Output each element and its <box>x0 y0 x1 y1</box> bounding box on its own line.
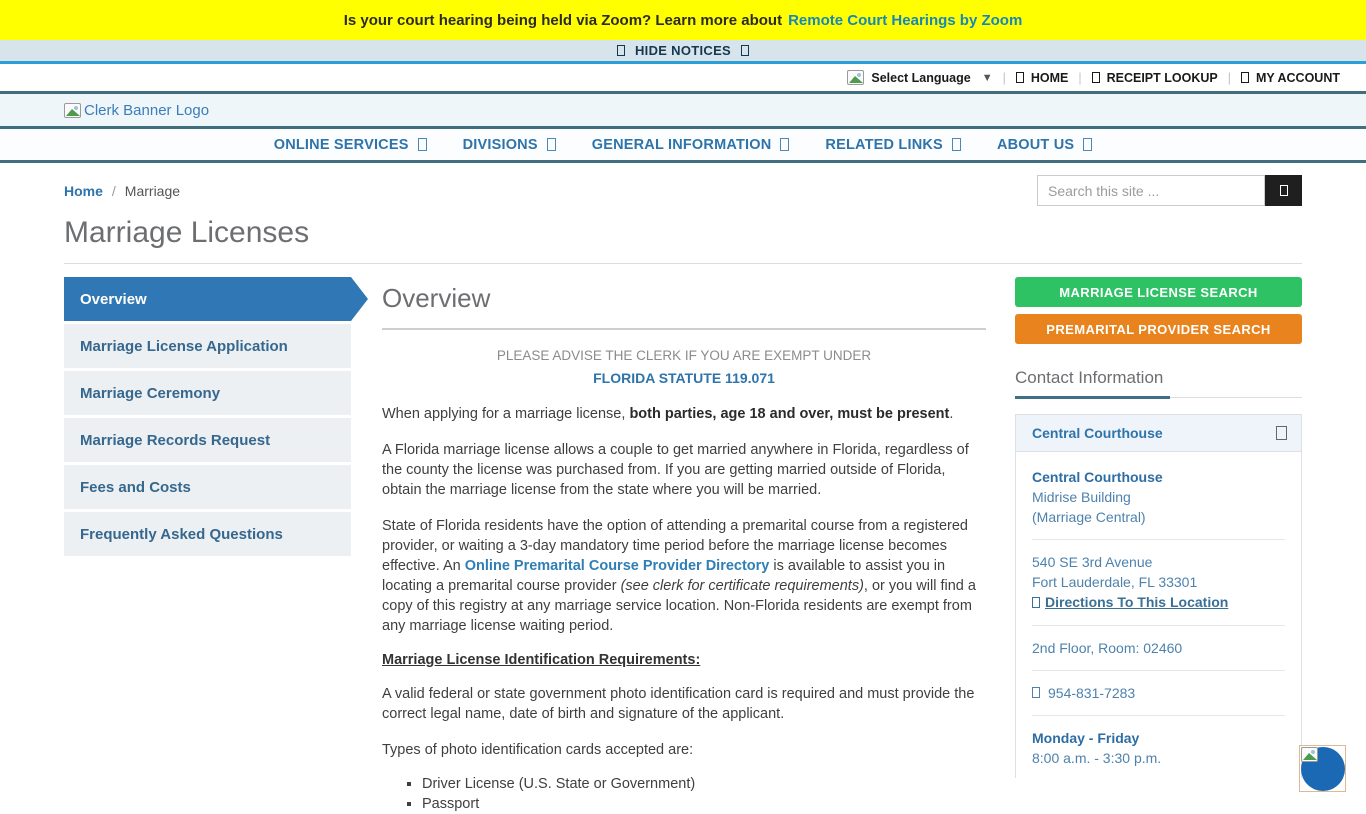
paragraph-text: When applying for a marriage license, <box>382 406 630 422</box>
search-icon <box>1280 185 1288 196</box>
nav-item-label: RELATED LINKS <box>825 136 943 153</box>
florida-statute-link[interactable]: FLORIDA STATUTE 119.071 <box>593 370 775 386</box>
phone-icon <box>1032 687 1040 698</box>
paragraph-italic-text: (see clerk for certificate requirements) <box>620 578 864 594</box>
paragraph-text: . <box>949 406 954 422</box>
breadcrumb-separator: / <box>111 182 116 199</box>
paragraph-id-requirement: A valid federal or state government photo identification card is required and must provide the correct legal name, date of birth and signature of the applicant. <box>382 686 975 722</box>
premarital-directory-link[interactable]: Online Premarital Course Provider Directory <box>464 558 770 574</box>
divider <box>64 263 1302 264</box>
nav-item-online-services[interactable] <box>274 137 427 153</box>
caret-down-icon <box>952 138 961 151</box>
hide-notices-label: HIDE NOTICES <box>634 43 732 58</box>
chat-widget-button[interactable] <box>1299 745 1346 792</box>
nav-item-general-information[interactable] <box>592 137 790 153</box>
paragraph-text: , or you will find a copy of this registry at any marriage service location. Non-Florida residents are exempt from any marriage license waiting period. <box>382 578 976 634</box>
main-navigation <box>0 129 1366 163</box>
language-selector[interactable] <box>847 70 992 85</box>
content-heading: Overview <box>382 283 491 313</box>
utility-bar <box>0 64 1366 94</box>
sidebar-item-marriage-records-request[interactable] <box>64 418 351 462</box>
paragraph-text: is available to assist you in locating a premarital course provider <box>382 558 946 594</box>
sidebar-item-marriage-ceremony[interactable] <box>64 371 351 415</box>
nav-item-label: GENERAL INFORMATION <box>591 136 772 153</box>
nav-item-divisions[interactable] <box>463 137 556 153</box>
hide-notices-bar[interactable] <box>0 40 1366 64</box>
exemption-notice-text: PLEASE ADVISE THE CLERK IF YOU ARE EXEMPT UNDER <box>496 348 872 363</box>
section-sidebar <box>64 277 351 814</box>
utility-link-home[interactable] <box>1016 71 1069 85</box>
paragraph-license-scope: A Florida marriage license allows a couple to get married anywhere in Florida, regardless of the county the license was purchased from. If you are getting married outside of Florida, obtain the marriage license from the state where you will be married. <box>382 442 969 498</box>
search-button[interactable] <box>1265 175 1302 206</box>
language-dropdown-caret-icon[interactable]: ▼ <box>981 71 993 84</box>
nav-item-label: ABOUT US <box>996 136 1075 153</box>
divider <box>1032 670 1285 671</box>
breadcrumb <box>64 183 180 199</box>
contact-panel-header[interactable] <box>1016 415 1301 452</box>
marriage-license-search-button[interactable]: MARRIAGE LICENSE SEARCH <box>1015 277 1302 307</box>
clerk-logo-alt-text: Clerk Banner Logo <box>84 101 210 119</box>
sidebar-item-overview[interactable] <box>64 277 351 321</box>
home-icon <box>1016 72 1024 83</box>
sidebar-item-marriage-license-application[interactable] <box>64 324 351 368</box>
id-types-list <box>382 774 986 814</box>
premarital-provider-search-button[interactable]: PREMARITAL PROVIDER SEARCH <box>1015 314 1302 344</box>
office-hours: 8:00 a.m. - 3:30 p.m. <box>1032 749 1162 766</box>
list-item: ▪ Passport <box>422 794 986 814</box>
remote-hearings-link[interactable]: Remote Court Hearings by Zoom <box>788 11 1023 29</box>
sidebar-item-label: Marriage License Application <box>80 337 288 355</box>
floor-room: 2nd Floor, Room: 02460 <box>1032 639 1183 656</box>
directions-link[interactable] <box>1032 592 1228 612</box>
right-sidebar <box>1015 277 1302 814</box>
receipt-icon <box>1092 72 1100 83</box>
office-days: Monday - Friday <box>1032 729 1140 746</box>
utility-link-receipt-lookup[interactable] <box>1092 71 1218 85</box>
main-content <box>382 277 986 814</box>
zoom-alert-text: Is your court hearing being held via Zoom? Learn more about <box>343 11 783 29</box>
utility-link-label: RECEIPT LOOKUP <box>1106 70 1218 85</box>
exemption-notice <box>382 346 986 388</box>
breadcrumb-home-link[interactable]: Home <box>64 182 103 199</box>
location-unit: (Marriage Central) <box>1032 509 1146 525</box>
broken-image-icon <box>64 103 81 118</box>
utility-link-label: MY ACCOUNT <box>1255 70 1340 85</box>
address-line-1: 540 SE 3rd Avenue <box>1032 554 1153 570</box>
contact-panel-body <box>1016 452 1301 778</box>
chevron-icon <box>1276 426 1287 440</box>
list-item: ▪ Driver License (U.S. State or Government) <box>422 774 986 794</box>
sidebar-item-faq[interactable] <box>64 512 351 556</box>
nav-item-label: ONLINE SERVICES <box>273 136 409 153</box>
contact-panel-header-label: Central Courthouse <box>1032 425 1163 441</box>
paragraph-id-types-intro: Types of photo identification cards accepted are: <box>382 742 694 758</box>
caret-down-icon <box>418 138 427 151</box>
logo-strip <box>0 94 1366 129</box>
sidebar-item-label: Marriage Records Request <box>80 431 271 449</box>
directions-link-label: Directions To This Location <box>1045 594 1229 610</box>
google-translate-icon <box>847 70 864 85</box>
location-name: Central Courthouse <box>1032 469 1163 485</box>
paragraph-bold-text: both parties, age 18 and over, must be present <box>629 406 950 422</box>
header-row <box>64 175 1302 206</box>
contact-panel <box>1015 414 1302 778</box>
caret-down-icon <box>780 138 789 151</box>
sidebar-item-label: Overview <box>80 290 147 308</box>
phone-number: 954-831-7283 <box>1048 684 1136 701</box>
notice-toggle-icon <box>617 45 625 56</box>
paragraph-premarital-course <box>382 516 986 636</box>
caret-down-icon <box>547 138 556 151</box>
notice-toggle-icon <box>741 45 749 56</box>
divider <box>1032 625 1285 626</box>
caret-down-icon <box>1083 138 1092 151</box>
paragraph-text: State of Florida residents have the option of attending a premarital course from a registered provider, or waiting a 3-day mandatory time period before the marriage license becomes effective. An <box>382 518 968 574</box>
utility-link-label: HOME <box>1030 70 1069 85</box>
nav-item-label: DIVISIONS <box>462 136 538 153</box>
divider <box>1032 539 1285 540</box>
zoom-alert-banner <box>0 0 1366 40</box>
divider <box>1032 715 1285 716</box>
address-line-2: Fort Lauderdale, FL 33301 <box>1032 574 1198 590</box>
breadcrumb-current: Marriage <box>124 182 181 199</box>
nav-item-about-us[interactable] <box>997 137 1092 153</box>
identification-requirements-heading: Marriage License Identification Requirements: <box>382 652 701 668</box>
sidebar-item-label: Fees and Costs <box>80 478 191 496</box>
sidebar-item-label: Marriage Ceremony <box>80 384 221 402</box>
broken-image-icon <box>1301 747 1318 762</box>
divider: | <box>1002 70 1006 85</box>
sidebar-item-label: Frequently Asked Questions <box>80 525 283 543</box>
search-input[interactable] <box>1037 175 1265 206</box>
nav-item-related-links[interactable] <box>825 137 961 153</box>
paragraph-applying <box>382 404 986 424</box>
account-icon <box>1241 72 1249 83</box>
contact-information-heading: Contact Information <box>1015 368 1302 398</box>
map-marker-icon <box>1032 597 1040 608</box>
utility-link-my-account[interactable] <box>1241 71 1340 85</box>
language-selector-label: Select Language <box>871 70 971 85</box>
site-search <box>1037 175 1302 206</box>
sidebar-item-fees-and-costs[interactable] <box>64 465 351 509</box>
page-title: Marriage Licenses <box>64 216 310 249</box>
divider: | <box>1227 70 1231 85</box>
phone-link[interactable] <box>1032 683 1285 703</box>
clerk-logo-link[interactable] <box>64 102 209 119</box>
divider: | <box>1078 70 1082 85</box>
location-building: Midrise Building <box>1032 489 1131 505</box>
divider <box>382 328 986 330</box>
